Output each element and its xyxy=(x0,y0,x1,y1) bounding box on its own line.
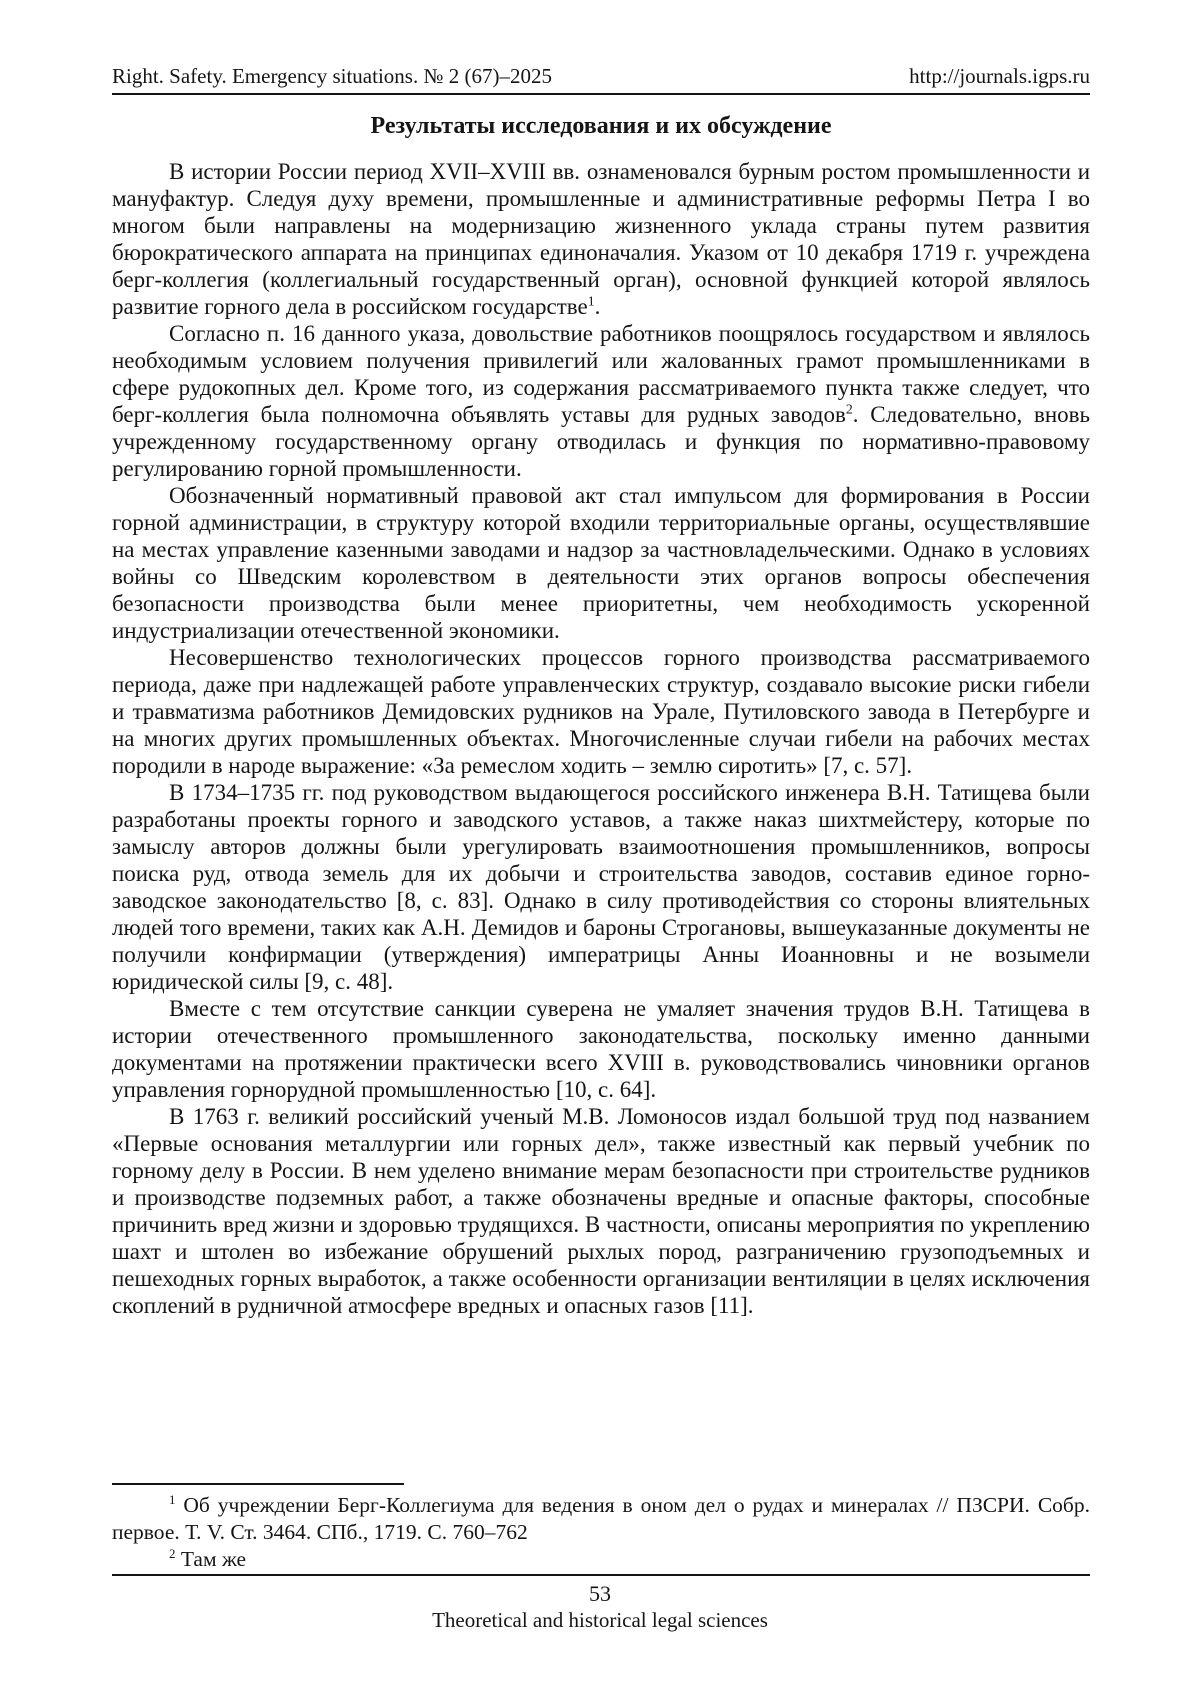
journal-url: http://journals.igps.ru xyxy=(909,64,1090,88)
footnote: $^1$ Об учреждении Берг-Коллегиума для ведения в оном дел о рудах и минералах // ПЗСРИ. Собр. первое. Т. V. Ст. 3464. СПб., 1719. С. 760–762 xyxy=(112,1492,1090,1544)
section-title: Результаты исследования и их обсуждение xyxy=(370,113,832,139)
body-paragraph: Обозначенный нормативный правовой акт стал импульсом для формирования в России горной администрации, в структуру которой входили территориальные органы, осуществлявшие на местах управление казенными заводами и надзор за частновладельческими. Однако в условиях войны со Шведским королевством в деятельности этих органов вопросы обеспечения безопасности производства были менее приоритетны, чем необходимость ускоренной индустриализации отечественной экономики. xyxy=(112,483,1090,643)
body-paragraph: Согласно п. 16 данного указа, довольствие работников поощрялось государством и являлось необходимым условием получения привилегий или жалованных грамот промышленниками в сфере рудокопных дел. Кроме того, из содержания рассматриваемого пункта также следует, что берг-коллегия была полномочна объявлять уставы для рудных заводов$^2$. Следовательно, вновь учрежденному государственному органу отводилась и функция по нормативно-правовому регулированию горной промышленности. xyxy=(112,321,1090,481)
body-paragraph: Несовершенство технологических процессов горного производства рассматриваемого периода, даже при надлежащей работе управленческих структур, создавало высокие риски гибели и травматизма работников Демидовских рудников на Урале, Путиловского завода в Петербурге и на многих других промышленных объектах. Многочисленные случаи гибели на рабочих местах породили в народе выражение: «За ремеслом ходить – землю сиротить» [7, с. 57]. xyxy=(112,645,1090,778)
footnote-separator xyxy=(112,1483,404,1485)
page-footer xyxy=(0,1574,1200,1633)
footnotes xyxy=(112,1492,1090,1573)
body-paragraph: В 1763 г. великий российский ученый М.В. Ломоносов издал большой труд под названием «Первые основания металлургии или горных дел», также известный как первый учебник по горному делу в России. В нем уделено внимание мерам безопасности при строительстве рудников и производстве подземных работ, а также обозначены вредные и опасные факторы, способные причинить вред жизни и здоровью трудящихся. В частности, описаны мероприятия по укреплению шахт и штолен во избежание обрушений рыхлых пород, разграничению грузоподъемных и пешеходных горных выработок, а также особенности организации вентиляции в целях исключения скоплений в рудничной атмосфере вредных и опасных газов [11]. xyxy=(112,1104,1090,1318)
footnote-marker: 2 xyxy=(169,1546,176,1561)
page-header xyxy=(112,0,1090,88)
footnote-ref: 2 xyxy=(845,401,853,417)
footnote: $^2$ Там же xyxy=(169,1546,247,1571)
journal-title: Right. Safety. Emergency situations. № 2 (67)–2025 xyxy=(112,64,552,88)
footnote-ref: 1 xyxy=(587,293,595,309)
body-paragraph: В 1734–1735 гг. под руководством выдающегося российского инженера В.Н. Татищева были разработаны проекты горного и заводского уставов, а также наказ шихтмейстеру, которые по замыслу авторов должны были урегулировать взаимоотношения промышленников, вопросы поиска руд, отвода земель для их добычи и строительства заводов, составив единое горно-заводское законодательство [8, с. 83]. Однако в силу противодействия со стороны влиятельных людей того времени, таких как А.Н. Демидов и бароны Строгановы, вышеуказанные документы не получили конфирмации (утверждения) императрицы Анны Иоанновны и не возымели юридической силы [9, с. 48]. xyxy=(112,780,1090,994)
footnote-block xyxy=(112,1483,1090,1573)
article-body xyxy=(112,158,1090,1319)
footer-rule xyxy=(112,1574,1090,1576)
body-paragraph: В истории России период XVII–XVIII вв. ознаменовался бурным ростом промышленности и мануфактур. Следуя духу времени, промышленные и административные реформы Петра I во многом были направлены на модернизацию жизненного уклада страны путем развития бюрократического аппарата на принципах единоначалия. Указом от 10 декабря 1719 г. учреждена берг-коллегия (коллегиальный государственный орган), основной функцией которой являлось развитие горного дела в российском государстве$^1$. xyxy=(112,159,1090,319)
footnote-marker: 1 xyxy=(169,1492,176,1507)
page-number: 53 xyxy=(589,1581,611,1606)
footer-section-title: Theoretical and historical legal sciences xyxy=(432,1608,768,1632)
header-rule xyxy=(112,93,1090,95)
body-paragraph: Вместе с тем отсутствие санкции суверена не умаляет значения трудов В.Н. Татищева в истории отечественного промышленного законодательства, поскольку именно данными документами на протяжении практически всего XVIII в. руководствовались чиновники органов управления горнорудной промышленностью [10, с. 64]. xyxy=(112,996,1090,1102)
